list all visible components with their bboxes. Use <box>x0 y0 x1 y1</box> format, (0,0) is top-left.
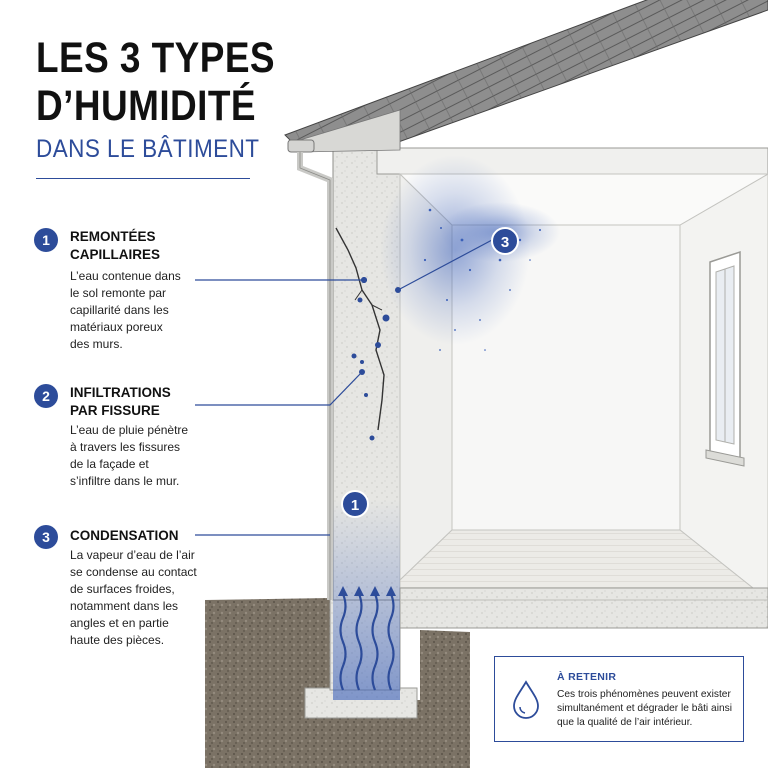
item-desc-3: La vapeur d’eau de l’air se condense au contact de surfaces froides, notamment dans les angles et en partie haute des pièces. <box>70 548 197 647</box>
item-title-2: INFILTRATIONS PAR FISSURE <box>70 385 171 418</box>
title-line-1: LES 3 TYPES <box>36 34 276 82</box>
key-takeaway-title: À RETENIR <box>557 671 617 683</box>
number-badge-2: 2 <box>34 384 58 408</box>
key-takeaway-text: Ces trois phénomènes peuvent exister simultanément et dégrader le bâti ainsi que la qualité de l’air intérieur. <box>557 689 732 728</box>
number-badge-1: 1 <box>34 228 58 252</box>
marker-condensation: 3 <box>491 227 519 255</box>
item-title-3: CONDENSATION <box>70 528 179 543</box>
floor-slab <box>400 588 768 628</box>
item-title-1: REMONTÉES CAPILLAIRES <box>70 229 161 262</box>
gutter <box>288 140 314 152</box>
item-desc-1: L’eau contenue dans le sol remonte par capillarité dans les matériaux poreux des murs. <box>70 269 181 351</box>
key-takeaway-box <box>494 656 744 742</box>
item-desc-2: L’eau de pluie pénètre à travers les fissures de la façade et s’infiltre dans le mur. <box>70 423 189 488</box>
title-line-2: D’HUMIDITÉ <box>36 82 257 130</box>
page-title <box>36 34 275 130</box>
humidity-type-1 <box>34 228 229 351</box>
humidity-type-3 <box>34 525 229 650</box>
humidity-type-2 <box>34 384 229 494</box>
water-drop-icon <box>509 679 543 719</box>
marker-capillary: 1 <box>341 490 369 518</box>
downspout <box>300 152 330 600</box>
number-badge-3: 3 <box>34 525 58 549</box>
page-subtitle: DANS LE BÂTIMENT <box>36 135 260 163</box>
title-divider <box>36 178 250 179</box>
